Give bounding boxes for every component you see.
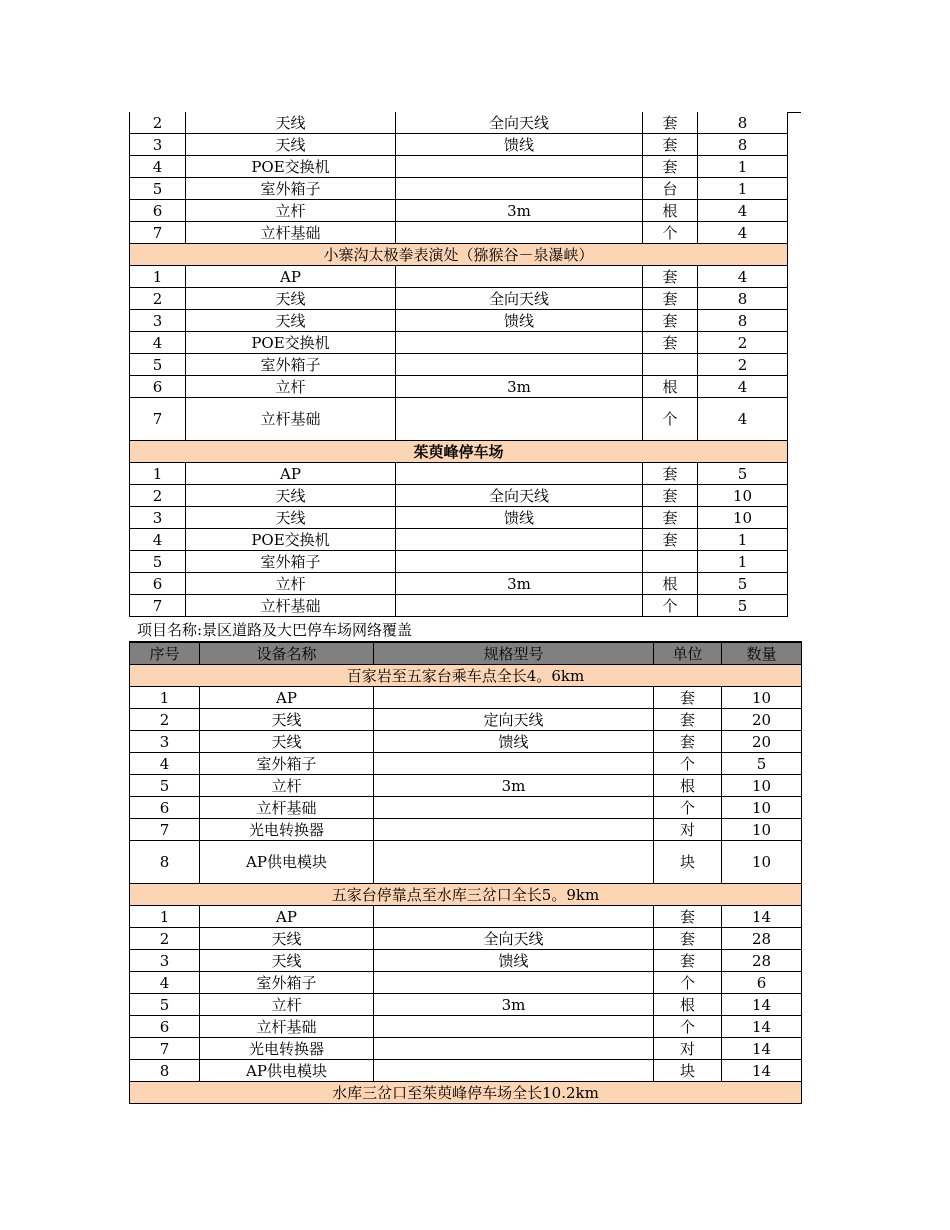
cell-spec <box>396 354 643 376</box>
cell-no: 1 <box>130 906 200 928</box>
table-row <box>130 332 788 354</box>
table-row <box>130 463 788 485</box>
cell-no: 7 <box>130 398 186 441</box>
cell-name: 天线 <box>186 134 396 156</box>
cell-no: 4 <box>130 972 200 994</box>
cell-no: 2 <box>130 928 200 950</box>
cell-name: 室外箱子 <box>200 972 374 994</box>
cell-name: 天线 <box>186 507 396 529</box>
cell-spec: 馈线 <box>374 731 654 753</box>
cell-spec <box>396 529 643 551</box>
cell-no: 5 <box>130 551 186 573</box>
cell-qty: 14 <box>722 1016 802 1038</box>
cell-qty: 1 <box>698 529 788 551</box>
cell-spec <box>374 687 654 709</box>
cell-qty: 1 <box>698 156 788 178</box>
table-header-row <box>130 642 802 665</box>
cell-qty: 6 <box>722 972 802 994</box>
cell-unit: 套 <box>654 928 722 950</box>
cell-qty: 10 <box>722 841 802 884</box>
cell-name: POE交换机 <box>186 529 396 551</box>
cell-no: 7 <box>130 595 186 617</box>
cell-unit: 套 <box>654 906 722 928</box>
table-row <box>130 595 788 617</box>
cell-unit: 个 <box>654 797 722 819</box>
equipment-table-continued <box>129 112 788 617</box>
table-row <box>130 950 802 972</box>
table-row <box>130 288 788 310</box>
cell-spec: 3m <box>396 200 643 222</box>
section-title: 百家岩至五家台乘车点全长4。6km <box>130 665 802 687</box>
cell-qty: 1 <box>698 551 788 573</box>
cell-no: 7 <box>130 222 186 244</box>
section-title: 五家台停靠点至水库三岔口全长5。9km <box>130 884 802 906</box>
cell-name: 立杆 <box>186 573 396 595</box>
section-header-row <box>130 665 802 687</box>
cell-spec: 馈线 <box>396 507 643 529</box>
cell-spec <box>374 1038 654 1060</box>
table-row <box>130 507 788 529</box>
table-row <box>130 112 788 134</box>
cell-qty: 4 <box>698 398 788 441</box>
cell-name: 天线 <box>200 709 374 731</box>
cell-qty: 5 <box>698 595 788 617</box>
table-row <box>130 573 788 595</box>
table-row <box>130 266 788 288</box>
cell-name: 光电转换器 <box>200 1038 374 1060</box>
cell-no: 1 <box>130 687 200 709</box>
cell-unit: 套 <box>643 332 698 354</box>
cell-spec <box>396 332 643 354</box>
cell-spec <box>396 595 643 617</box>
cell-spec <box>396 266 643 288</box>
cell-unit: 个 <box>643 398 698 441</box>
header-name: 设备名称 <box>200 642 374 665</box>
table-row <box>130 551 788 573</box>
cell-unit: 套 <box>643 134 698 156</box>
table-row <box>130 1060 802 1082</box>
table-row <box>130 134 788 156</box>
cell-unit: 个 <box>654 1016 722 1038</box>
cell-qty: 14 <box>722 994 802 1016</box>
cell-no: 8 <box>130 1060 200 1082</box>
cell-qty: 5 <box>698 573 788 595</box>
section-header-row <box>130 884 802 906</box>
cell-spec: 定向天线 <box>374 709 654 731</box>
cell-no: 6 <box>130 573 186 595</box>
cell-qty: 1 <box>698 178 788 200</box>
cell-spec <box>374 819 654 841</box>
cell-unit: 个 <box>643 222 698 244</box>
cell-no: 2 <box>130 112 186 134</box>
table-row <box>130 354 788 376</box>
cell-unit: 套 <box>643 529 698 551</box>
cell-qty: 4 <box>698 266 788 288</box>
cell-name: 天线 <box>186 310 396 332</box>
cell-name: 天线 <box>200 731 374 753</box>
section-title: 茱萸峰停车场 <box>130 441 788 463</box>
table-row <box>130 398 788 441</box>
cell-qty: 10 <box>722 797 802 819</box>
cell-name: 室外箱子 <box>186 354 396 376</box>
table-row <box>130 775 802 797</box>
cell-unit: 块 <box>654 1060 722 1082</box>
cell-no: 1 <box>130 266 186 288</box>
cell-name: 立杆基础 <box>200 797 374 819</box>
table-row <box>130 819 802 841</box>
cell-unit: 套 <box>643 156 698 178</box>
cell-name: 立杆基础 <box>186 222 396 244</box>
cell-no: 7 <box>130 1038 200 1060</box>
cell-spec <box>374 1060 654 1082</box>
cell-no: 6 <box>130 797 200 819</box>
table-row <box>130 485 788 507</box>
cell-unit: 根 <box>643 376 698 398</box>
cell-no: 4 <box>130 529 186 551</box>
cell-unit: 台 <box>643 178 698 200</box>
cell-no: 6 <box>130 376 186 398</box>
cell-spec <box>374 906 654 928</box>
cell-no: 3 <box>130 731 200 753</box>
section-header-row <box>130 441 788 463</box>
cell-spec <box>374 972 654 994</box>
cell-no: 7 <box>130 819 200 841</box>
cell-unit: 套 <box>643 112 698 134</box>
cell-no: 5 <box>130 775 200 797</box>
cell-qty: 8 <box>698 288 788 310</box>
cell-unit: 套 <box>643 266 698 288</box>
table-row <box>130 376 788 398</box>
cell-qty: 5 <box>698 463 788 485</box>
cell-no: 6 <box>130 200 186 222</box>
section-title: 小寨沟太极拳表演处（猕猴谷－泉瀑峡） <box>130 244 788 266</box>
cell-unit: 根 <box>654 775 722 797</box>
cell-qty: 14 <box>722 906 802 928</box>
cell-unit: 对 <box>654 1038 722 1060</box>
cell-qty: 4 <box>698 222 788 244</box>
cell-spec <box>396 463 643 485</box>
cell-no: 5 <box>130 178 186 200</box>
table-row <box>130 972 802 994</box>
cell-spec <box>396 222 643 244</box>
cell-no: 3 <box>130 507 186 529</box>
cell-no: 3 <box>130 134 186 156</box>
cell-qty: 2 <box>698 332 788 354</box>
table-row <box>130 178 788 200</box>
cell-name: 立杆基础 <box>186 398 396 441</box>
table-row <box>130 1016 802 1038</box>
cell-unit: 个 <box>643 595 698 617</box>
section-title: 水库三岔口至茱萸峰停车场全长10.2km <box>130 1082 802 1104</box>
cell-name: 立杆 <box>200 994 374 1016</box>
table-row <box>130 709 802 731</box>
cell-unit: 个 <box>654 972 722 994</box>
cell-no: 3 <box>130 950 200 972</box>
cell-no: 2 <box>130 288 186 310</box>
cell-qty: 28 <box>722 950 802 972</box>
cell-unit: 套 <box>654 687 722 709</box>
table-row <box>130 310 788 332</box>
cell-name: 室外箱子 <box>186 551 396 573</box>
cell-name: 立杆 <box>186 200 396 222</box>
section-header-row <box>130 244 788 266</box>
cell-name: 天线 <box>200 928 374 950</box>
cell-spec: 馈线 <box>396 134 643 156</box>
cell-name: 天线 <box>186 485 396 507</box>
cell-spec <box>374 841 654 884</box>
cell-spec <box>374 753 654 775</box>
table-row <box>130 753 802 775</box>
cell-no: 4 <box>130 332 186 354</box>
cell-name: 立杆基础 <box>186 595 396 617</box>
header-spec: 规格型号 <box>374 642 654 665</box>
cell-spec <box>374 797 654 819</box>
cell-unit: 套 <box>654 950 722 972</box>
cell-spec: 全向天线 <box>396 288 643 310</box>
table-row <box>130 841 802 884</box>
table-edge-stub <box>787 112 801 113</box>
table-row <box>130 928 802 950</box>
table-row <box>130 1038 802 1060</box>
cell-qty: 4 <box>698 376 788 398</box>
cell-spec <box>396 551 643 573</box>
cell-qty: 20 <box>722 731 802 753</box>
cell-spec: 3m <box>374 994 654 1016</box>
table-row <box>130 731 802 753</box>
table-row <box>130 200 788 222</box>
cell-no: 2 <box>130 485 186 507</box>
cell-name: 立杆 <box>200 775 374 797</box>
cell-qty: 10 <box>722 687 802 709</box>
cell-qty: 8 <box>698 112 788 134</box>
cell-name: AP <box>200 687 374 709</box>
cell-unit: 套 <box>654 731 722 753</box>
cell-spec: 馈线 <box>396 310 643 332</box>
cell-name: 室外箱子 <box>186 178 396 200</box>
cell-qty: 14 <box>722 1038 802 1060</box>
cell-name: 立杆 <box>186 376 396 398</box>
table-row <box>130 222 788 244</box>
section-header-row <box>130 1082 802 1104</box>
cell-qty: 10 <box>698 507 788 529</box>
cell-no: 6 <box>130 1016 200 1038</box>
cell-spec: 3m <box>374 775 654 797</box>
cell-no: 5 <box>130 354 186 376</box>
cell-name: 光电转换器 <box>200 819 374 841</box>
cell-unit: 套 <box>643 463 698 485</box>
table-row <box>130 156 788 178</box>
cell-unit: 根 <box>654 994 722 1016</box>
table-row <box>130 687 802 709</box>
road-coverage-table <box>129 641 802 1104</box>
cell-qty: 8 <box>698 134 788 156</box>
cell-spec <box>396 398 643 441</box>
cell-qty: 28 <box>722 928 802 950</box>
cell-qty: 10 <box>722 819 802 841</box>
cell-name: POE交换机 <box>186 156 396 178</box>
cell-spec: 全向天线 <box>396 485 643 507</box>
header-qty: 数量 <box>722 642 802 665</box>
header-unit: 单位 <box>654 642 722 665</box>
cell-no: 5 <box>130 994 200 1016</box>
cell-qty: 4 <box>698 200 788 222</box>
cell-qty: 2 <box>698 354 788 376</box>
cell-unit: 套 <box>654 709 722 731</box>
cell-no: 2 <box>130 709 200 731</box>
cell-qty: 20 <box>722 709 802 731</box>
cell-unit: 根 <box>643 573 698 595</box>
cell-qty: 14 <box>722 1060 802 1082</box>
cell-name: AP供电模块 <box>200 1060 374 1082</box>
cell-unit: 套 <box>643 507 698 529</box>
cell-no: 3 <box>130 310 186 332</box>
cell-spec: 全向天线 <box>396 112 643 134</box>
cell-qty: 5 <box>722 753 802 775</box>
cell-no: 1 <box>130 463 186 485</box>
cell-no: 4 <box>130 753 200 775</box>
cell-unit: 套 <box>643 485 698 507</box>
cell-name: POE交换机 <box>186 332 396 354</box>
cell-name: AP <box>200 906 374 928</box>
cell-name: 天线 <box>186 112 396 134</box>
cell-no: 8 <box>130 841 200 884</box>
cell-spec <box>396 178 643 200</box>
cell-name: 天线 <box>186 288 396 310</box>
cell-spec: 3m <box>396 376 643 398</box>
cell-spec <box>396 156 643 178</box>
cell-unit <box>643 551 698 573</box>
cell-name: AP <box>186 266 396 288</box>
cell-name: 天线 <box>200 950 374 972</box>
cell-unit <box>643 354 698 376</box>
cell-unit: 根 <box>643 200 698 222</box>
cell-unit: 块 <box>654 841 722 884</box>
cell-qty: 8 <box>698 310 788 332</box>
table-row <box>130 906 802 928</box>
cell-spec <box>374 1016 654 1038</box>
cell-spec: 3m <box>396 573 643 595</box>
cell-name: AP供电模块 <box>200 841 374 884</box>
table-row <box>130 994 802 1016</box>
cell-unit: 套 <box>643 310 698 332</box>
cell-spec: 馈线 <box>374 950 654 972</box>
cell-unit: 对 <box>654 819 722 841</box>
header-no: 序号 <box>130 642 200 665</box>
table-row <box>130 797 802 819</box>
cell-qty: 10 <box>698 485 788 507</box>
cell-unit: 个 <box>654 753 722 775</box>
project-title: 项目名称:景区道路及大巴停车场网络覆盖 <box>137 621 413 639</box>
cell-qty: 10 <box>722 775 802 797</box>
cell-name: 立杆基础 <box>200 1016 374 1038</box>
cell-name: 室外箱子 <box>200 753 374 775</box>
cell-no: 4 <box>130 156 186 178</box>
table-row <box>130 529 788 551</box>
cell-unit: 套 <box>643 288 698 310</box>
cell-spec: 全向天线 <box>374 928 654 950</box>
cell-name: AP <box>186 463 396 485</box>
